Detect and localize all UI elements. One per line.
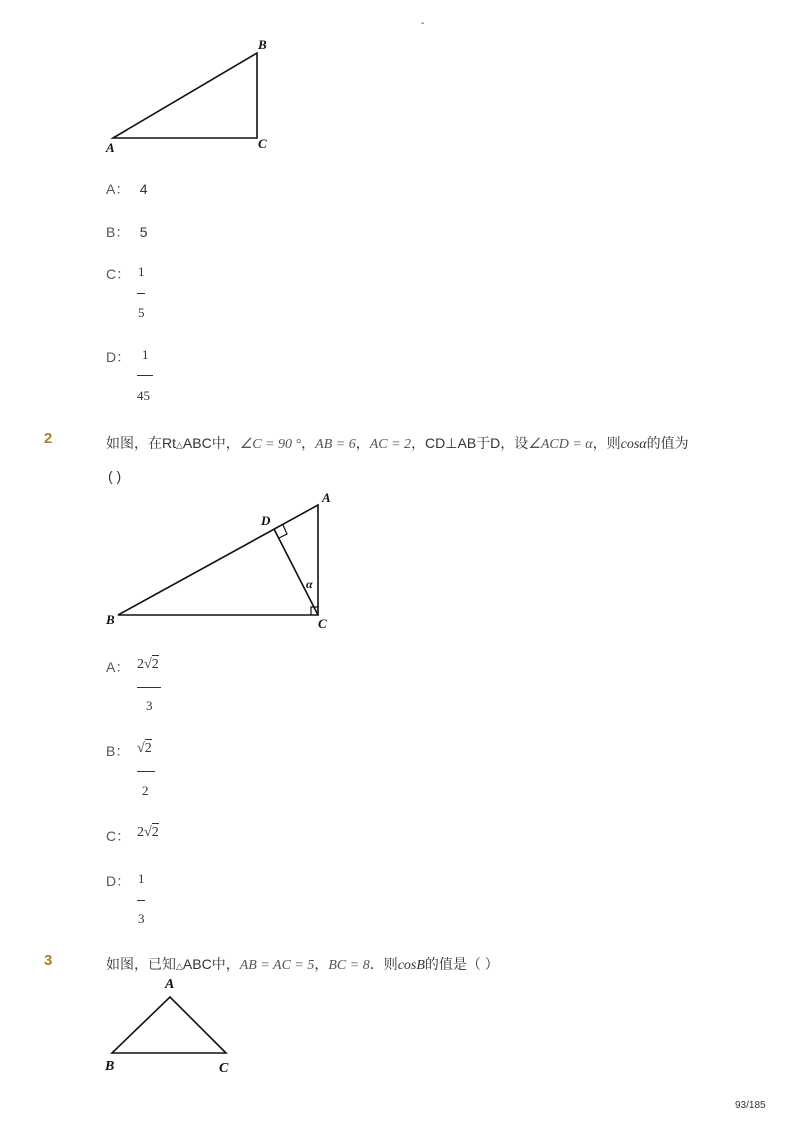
math-run: AC = 2	[369, 437, 412, 452]
q2-option-d[interactable]	[106, 871, 130, 891]
text-run: ABC中，	[182, 956, 240, 972]
text-run: 如图，已知	[106, 956, 176, 972]
q2-label-a: A	[322, 490, 331, 505]
radical-coefficient: 2	[137, 657, 144, 672]
q1-option-d[interactable]	[106, 347, 130, 367]
fraction-denominator: 3	[146, 698, 153, 713]
q2-triangle-figure	[100, 490, 340, 630]
q2-option-c[interactable]	[106, 826, 130, 846]
text-run: ，	[301, 435, 316, 451]
q2-label-c: C	[318, 616, 327, 631]
q1-triangle-figure	[100, 35, 280, 160]
q1-option-b[interactable]	[106, 222, 148, 242]
math-run: cosB	[397, 958, 425, 973]
q1-triangle	[113, 53, 257, 138]
fraction-numerator: 1	[142, 347, 149, 362]
q2-right-angle-mark-d	[279, 525, 287, 538]
sqrt-sign: √	[137, 741, 145, 756]
q2-triangle	[118, 505, 318, 615]
text-run: ，则	[592, 435, 621, 451]
radicand: 2	[151, 825, 159, 840]
fraction-numerator: 1	[138, 264, 145, 279]
question-text	[106, 433, 689, 453]
math-run: AB = 6	[315, 437, 356, 452]
fraction-denominator: 2	[142, 783, 149, 798]
option-label: B：	[106, 224, 130, 240]
text-run: 的值为	[646, 435, 689, 451]
radical-coefficient: 2	[137, 825, 144, 840]
answer-paren: ( )	[108, 468, 122, 484]
math-run: cosα	[620, 437, 647, 452]
q1-label-a: A	[106, 140, 115, 155]
option-label: C：	[106, 828, 131, 844]
header-mark: -	[421, 18, 425, 29]
text-run: ABC中，	[182, 435, 240, 451]
option-label: A：	[106, 659, 130, 675]
fraction-numerator: 1	[138, 871, 145, 886]
fraction-bar	[137, 900, 145, 901]
radicand: 2	[151, 657, 159, 672]
text-run: ，	[314, 956, 329, 972]
radical-expression	[137, 825, 159, 841]
fraction-denominator: 5	[138, 305, 145, 320]
option-value: 4	[139, 181, 148, 197]
q3-triangle-figure	[100, 985, 240, 1065]
page-indicator: 93/185	[735, 1100, 766, 1111]
q3-triangle	[112, 997, 226, 1053]
option-value: 5	[139, 224, 148, 240]
option-label: D：	[106, 873, 131, 889]
option-label: C：	[106, 266, 131, 282]
q2-altitude-cd	[274, 529, 318, 615]
question-number: 3	[44, 952, 53, 969]
question-text	[106, 954, 499, 974]
q1-label-c: C	[258, 136, 267, 151]
text-run: 的值是（ ）	[424, 956, 499, 972]
q1-label-b: B	[258, 37, 267, 52]
q3-label-c: C	[219, 1061, 229, 1076]
text-run: ．则	[369, 956, 398, 972]
option-label: B：	[106, 743, 130, 759]
fraction-bar	[137, 293, 145, 294]
q3-label-a: A	[165, 977, 175, 992]
q2-option-a[interactable]	[106, 657, 129, 677]
sqrt-sign: √	[144, 825, 152, 840]
q2-label-b: B	[106, 612, 115, 627]
fraction-denominator: 45	[137, 388, 150, 403]
text-run: 如图，在Rt	[106, 435, 176, 451]
triangle-symbol: △	[176, 440, 183, 450]
math-run: ∠ACD = α	[528, 437, 593, 452]
q1-option-a[interactable]	[106, 179, 148, 199]
math-run: BC = 8	[328, 958, 370, 973]
option-label: D：	[106, 349, 131, 365]
option-label: A：	[106, 181, 130, 197]
fraction-denominator: 3	[138, 911, 145, 926]
triangle-symbol: △	[176, 961, 183, 971]
fraction-bar	[137, 375, 153, 376]
q2-option-b[interactable]	[106, 741, 129, 761]
sqrt-sign: √	[144, 657, 152, 672]
radical-expression	[137, 741, 152, 757]
fraction-bar	[137, 687, 161, 688]
q3-label-b: B	[105, 1059, 115, 1074]
radical-expression	[137, 657, 159, 673]
radicand: 2	[144, 741, 152, 756]
q1-option-c[interactable]	[106, 264, 130, 284]
q2-label-alpha: α	[306, 577, 313, 591]
math-run: AB = AC = 5	[239, 958, 315, 973]
text-run: ，CD⊥AB于D，设	[411, 435, 529, 451]
q2-label-d: D	[261, 513, 271, 528]
text-run: ，	[355, 435, 370, 451]
math-run: ∠C = 90 °	[239, 437, 302, 452]
fraction-bar	[137, 771, 155, 772]
question-number: 2	[44, 430, 53, 447]
